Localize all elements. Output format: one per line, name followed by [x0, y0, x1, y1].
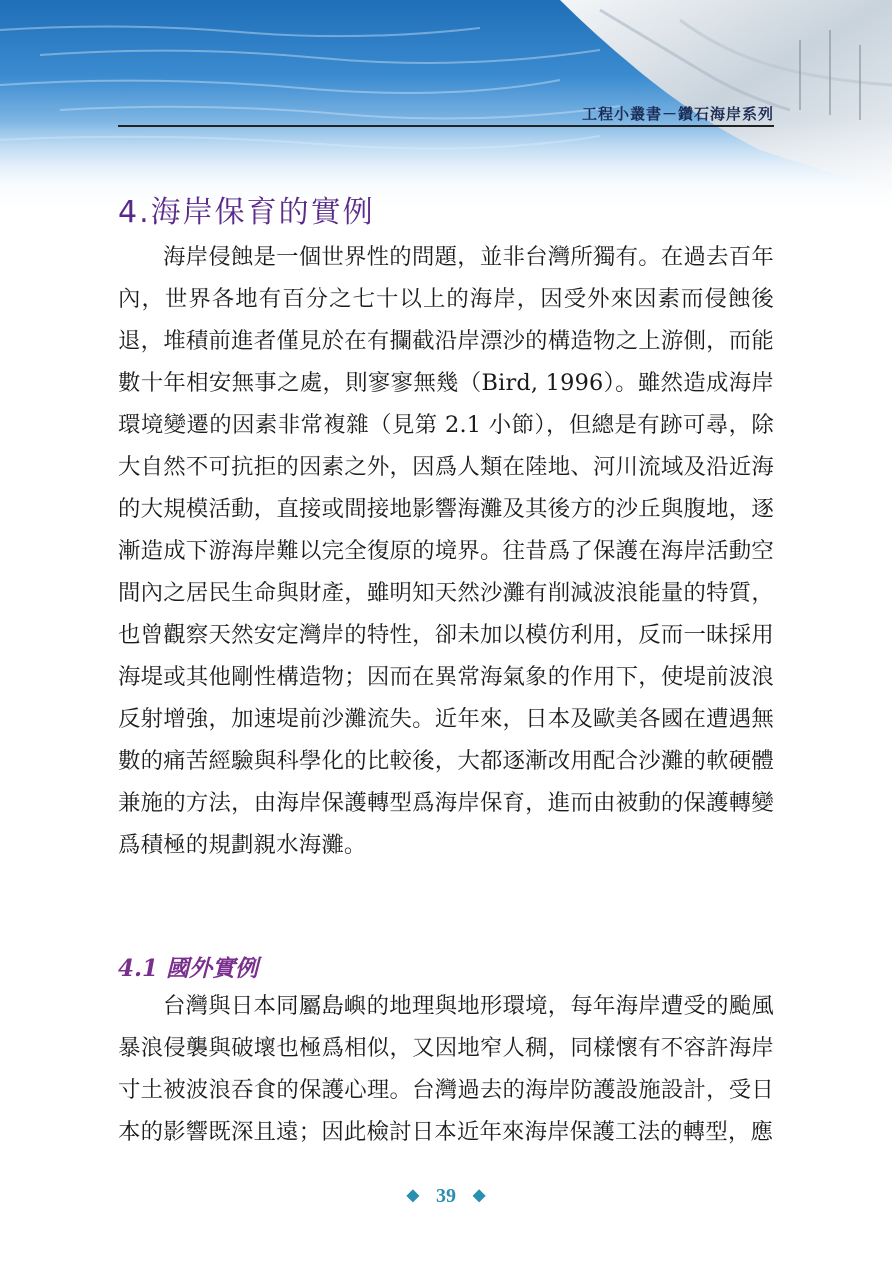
page-footer — [0, 1185, 892, 1208]
diamond-ornament-icon: ◆ — [473, 1187, 486, 1204]
page-number: 39 — [436, 1185, 456, 1207]
series-title: 工程小叢書－鑽石海岸系列 — [581, 105, 774, 123]
diamond-ornament-icon: ◆ — [406, 1187, 419, 1204]
section-paragraph: 海岸侵蝕是一個世界性的問題，並非台灣所獨有。在過去百年內，世界各地有百分之七十以上的海岸，因受外來因素而侵蝕後退，堆積前進者僅見於在有攔截沿岸漂沙的構造物之上游側，而能數十年相安無事之處，則寥寥無幾（Bird, 1996）。雖然造成海岸環境變遷的因素非常複雜（見第 2.1 小節），但總是有跡可尋，除大自然不可抗拒的因素之外，因爲人類在陸地、河川流域及沿近海的大規模活動，直接或間接地影響海灘及其後方的沙丘與腹地，逐漸造成下游海岸難以完全復原的境界。往昔爲了保護在海岸活動空間內之居民生命與財產，雖明知天然沙灘有削減波浪能量的特質，也曾觀察天然安定灣岸的特性，卻未加以模仿利用，反而一昧採用海堤或其他剛性構造物；因而在異常海氣象的作用下，使堤前波浪反射增強，加速堤前沙灘流失。近年來，日本及歐美各國在遭遇無數的痛苦經驗與科學化的比較後，大都逐漸改用配合沙灘的軟硬體兼施的方法，由海岸保護轉型爲海岸保育，進而由被動的保護轉變爲積極的規劃親水海灘。 — [118, 244, 774, 858]
header-divider — [118, 125, 774, 127]
subsection-paragraph: 台灣與日本同屬島嶼的地理與地形環境，每年海岸遭受的颱風暴浪侵襲與破壞也極爲相似，又因地窄人稠，同樣懷有不容許海岸寸土被波浪吞食的保護心理。台灣過去的海岸防護設施設計，受日本的影響既深且遠；因此檢討日本近年來海岸保護工法的轉型，應 — [118, 993, 774, 1145]
subsection-title: 4.1 國外實例 — [118, 955, 259, 982]
section-title: 4.海岸保育的實例 — [118, 195, 375, 230]
